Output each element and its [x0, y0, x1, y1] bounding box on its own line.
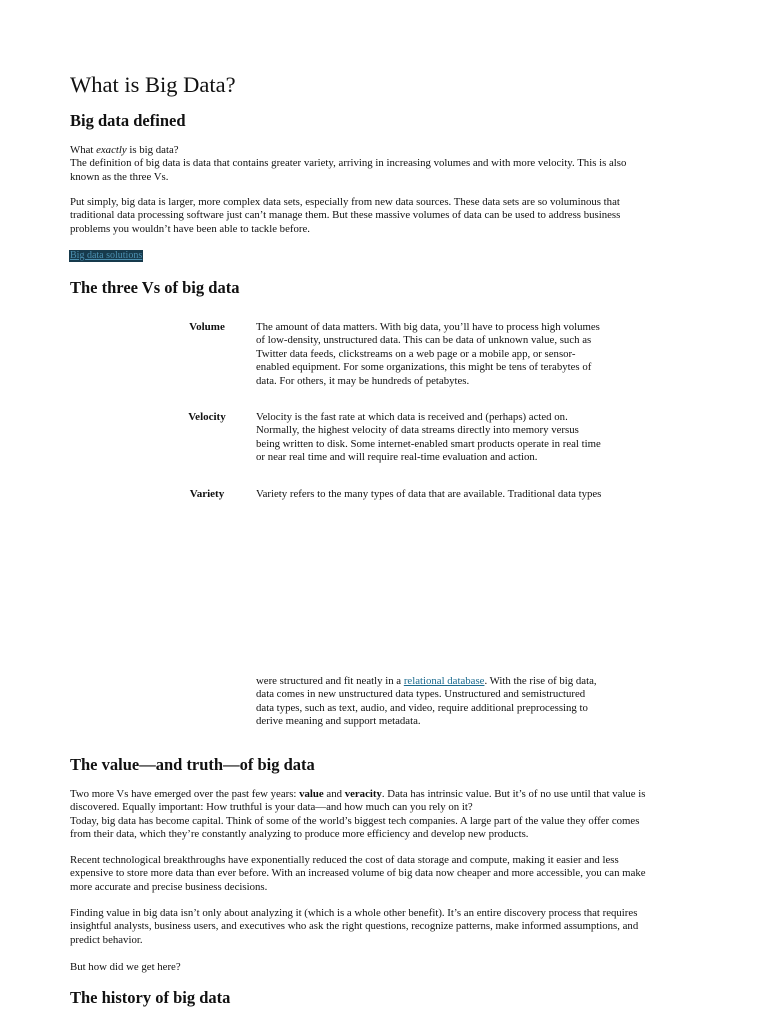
relational-database-link[interactable]: relational database	[403, 675, 485, 687]
page-title: What is Big Data?	[70, 72, 236, 97]
definition-line: Variety refers to the many types of data that are available. Traditional data types	[256, 488, 602, 500]
term-velocity: Velocity	[188, 411, 226, 423]
text-segment: . Data has intrinsic value. But it’s of no use until that value is	[381, 788, 646, 800]
definition-paragraph	[70, 144, 700, 184]
definition-variety-start	[256, 488, 636, 501]
paragraph-line: Recent technological breakthroughs have exponentially reduced the cost of data storage and compute, making it easier and less	[70, 854, 619, 866]
definition-line: or near real time and will require real-time evaluation and action.	[256, 451, 538, 464]
variety-post-link: . With the rise of big data,	[484, 675, 597, 687]
paragraph-line: discovered. Equally important: How truthful is your data—and how much can you rely on it?	[70, 801, 473, 814]
text-segment: and	[323, 788, 345, 800]
heading-three-vs: The three Vs of big data	[70, 278, 240, 297]
definition-line: Velocity is the fast rate at which data is received and (perhaps) acted on.	[256, 411, 568, 423]
put-simply-paragraph	[70, 196, 700, 236]
heading-history-of-big-data: The history of big data	[70, 988, 231, 1007]
paragraph-line: insightful analysts, business users, and executives who ask the right questions, recognize patterns, make informed assumptions, and	[70, 920, 639, 933]
finding-value-paragraph	[70, 907, 700, 947]
value-veracity-paragraph	[70, 788, 700, 842]
paragraph-line: problems you wouldn’t have been able to tackle before.	[70, 222, 310, 235]
paragraph-line: Put simply, big data is larger, more complex data sets, especially from new data sources. These data sets are so voluminous that	[70, 196, 620, 208]
big-data-solutions-button[interactable]: Big data solutions	[70, 250, 143, 261]
text-segment: Two more Vs have emerged over the past few years:	[70, 788, 300, 800]
definition-line: data types, such as text, audio, and video, require additional preprocessing to	[256, 701, 588, 714]
term-volume: Volume	[189, 321, 225, 333]
paragraph-line: predict behavior.	[70, 933, 143, 946]
definition-line: derive meaning and support metadata.	[256, 715, 421, 728]
paragraph-line: Finding value in big data isn’t only about analyzing it (which is a whole other benefit). It’s an entire discovery process that requires	[70, 907, 638, 919]
question-pre: What	[70, 144, 97, 156]
heading-big-data-defined: Big data defined	[70, 111, 186, 130]
paragraph-line: more accurate and precise business decisions.	[70, 880, 268, 893]
paragraph-line: expensive to store more data than ever before. With an increased volume of big data now cheaper and more accessible, you can make	[70, 867, 646, 880]
definition-variety-continued	[256, 675, 636, 729]
definition-volume	[256, 321, 636, 388]
definition-line: of low-density, unstructured data. This can be data of unknown value, such as	[256, 334, 592, 347]
definition-line: The definition of big data is data that contains greater variety, arriving in increasing volumes and with more velocity. This is also	[70, 157, 627, 170]
paragraph-line: from their data, which they’re constantly analyzing to produce more efficiency and develop new products.	[70, 828, 529, 841]
definition-line: being written to disk. Some internet-enabled smart products operate in real time	[256, 437, 601, 450]
definition-line: enabled equipment. For some organizations, this might be tens of terabytes of	[256, 361, 592, 374]
definition-line: data comes in new unstructured data types. Unstructured and semistructured	[256, 688, 586, 701]
bold-value: value	[299, 788, 324, 800]
question-emphasis: exactly	[96, 144, 127, 156]
definition-line: Twitter data feeds, clickstreams on a web page or a mobile app, or sensor-	[256, 347, 576, 360]
breakthroughs-paragraph	[70, 854, 700, 894]
definition-line: data. For others, it may be hundreds of petabytes.	[256, 374, 470, 387]
question-post: is big data?	[126, 144, 179, 156]
variety-pre-link: were structured and fit neatly in a	[256, 675, 404, 687]
how-did-we-get-here: But how did we get here?	[70, 961, 181, 973]
question-line	[70, 144, 700, 157]
definition-line: The amount of data matters. With big data, you’ll have to process high volumes	[256, 321, 600, 333]
paragraph-line: traditional data processing software just can’t manage them. But these massive volumes of data can be used to address business	[70, 209, 621, 222]
bold-veracity: veracity	[344, 788, 382, 800]
heading-value-and-truth: The value—and truth—of big data	[70, 755, 315, 774]
definition-line: Normally, the highest velocity of data streams directly into memory versus	[256, 424, 579, 437]
definition-velocity	[256, 411, 636, 465]
definition-line: known as the three Vs.	[70, 170, 169, 183]
paragraph-line	[70, 788, 700, 801]
definition-line	[256, 675, 636, 688]
paragraph-line: Today, big data has become capital. Think of some of the world’s biggest tech companies. A large part of the value they offer comes	[70, 814, 640, 827]
term-variety: Variety	[189, 488, 225, 500]
